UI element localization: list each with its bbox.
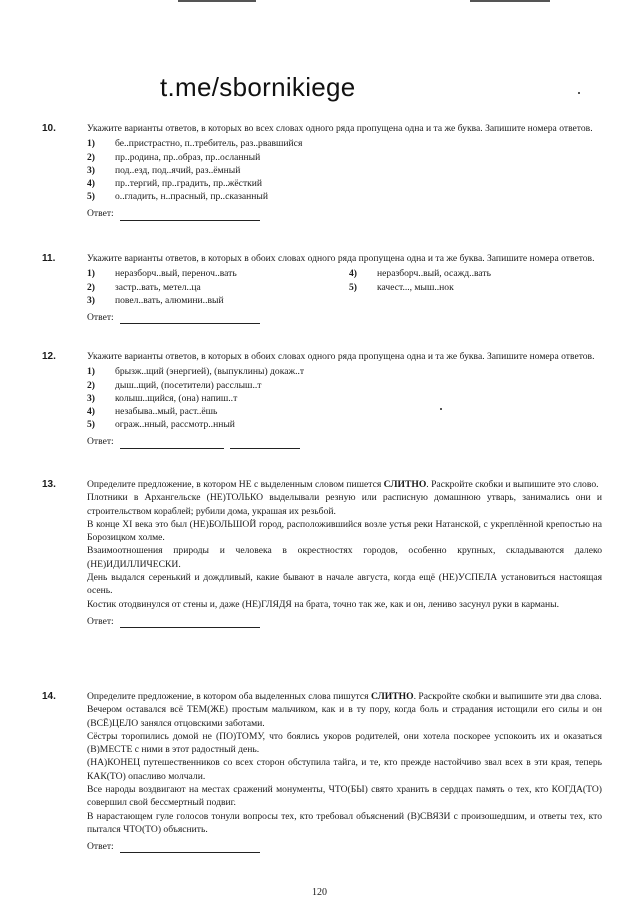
option: 5) о..гладить, н..прасный, пр..сказанный — [87, 191, 269, 203]
sentence: Сёстры торопились домой не (ПО)ТОМУ, что боялись укоров родителей, они хотела поскорее успокоить их и оказаться (В)МЕСТЕ с ними в этот радостный день. — [87, 730, 602, 756]
option: 3) колыш..щийся, (она) напиш..т — [87, 392, 238, 404]
answer-field[interactable] — [120, 438, 224, 449]
answer-label: Ответ: — [87, 615, 114, 627]
answer-row — [87, 615, 602, 628]
sentence: В нарастающем гуле голосов тонули вопросы тех, кто требовал объяснений (В)СВЯЗИ с произошедшим, и ответы тех, кто пытался ЧТО(ТО) объяснить. — [87, 810, 602, 835]
sentence: Костик отодвинулся от стены и, даже (НЕ)ГЛЯДЯ на брата, точно так же, как и он, лениво засунул руки в карманы. — [87, 598, 559, 610]
option: 4) неразборч..вый, осажд..вать — [349, 268, 491, 280]
answer-field[interactable] — [120, 210, 260, 221]
sentence: День выдался серенький и дождливый, какие бывают в начале августа, когда ещё (НЕ)УСПЕЛА установиться настоящая осень. — [87, 572, 602, 597]
task-number: 14. — [42, 691, 56, 702]
answer-field[interactable] — [120, 313, 260, 324]
option: 5) ограж..нный, рассмотр..нный — [87, 419, 235, 431]
option: 5) качест..., мыш..нок — [349, 281, 454, 293]
answer-label: Ответ: — [87, 311, 114, 323]
task-number: 12. — [42, 351, 56, 362]
option: 1) неразборч..вый, переноч..вать — [87, 268, 237, 280]
task-question: Определите предложение, в котором НЕ с выделенным словом пишется СЛИТНО. Раскройте скобки и выпишите это слово. — [87, 479, 599, 490]
task-number: 11. — [42, 253, 56, 264]
scan-speck — [578, 92, 580, 94]
task-number: 10. — [42, 123, 56, 134]
task-question: Укажите варианты ответов, в которых в обоих словах одного ряда пропущена одна и та же буква. Запишите номера ответов. — [87, 351, 595, 362]
answer-row — [87, 311, 602, 324]
options-grid — [87, 267, 602, 307]
answer-label: Ответ: — [87, 840, 114, 852]
task-question: Укажите варианты ответов, в которых во всех словах одного ряда пропущена одна и та же буква. Запишите номера ответов. — [87, 123, 593, 134]
answer-row — [87, 208, 602, 221]
task-question: Определите предложение, в котором оба выделенных слова пишутся СЛИТНО. Раскройте скобки и выпишите эти два слова. — [87, 691, 602, 702]
answer-label: Ответ: — [87, 436, 114, 448]
sentence: Плотники в Архангельске (НЕ)ТОЛЬКО выделывали резную или расписную домашнюю утварь, занимались они и строительством кораблей; рубили дома, украшая их резьбой. — [87, 492, 602, 517]
option: 4) незабыва..мый, раст..ёшь — [87, 406, 218, 418]
sentence: В конце XI века это был (НЕ)БОЛЬШОЙ город, расположившийся возле устья реки Натанской, с укреплённой крепостью на Борозицком холме. — [87, 518, 602, 544]
sentence: Все народы воздвигают на местах сражений монументы, ЧТО(БЫ) свято хранить в сердцах память о тех, кто КОГДА(ТО) совершил свой бессмертный подвиг. — [87, 784, 602, 809]
option: 3) под..езд, под..ячий, раз..ёмный — [87, 164, 241, 176]
answer-field[interactable] — [120, 617, 260, 628]
answer-label: Ответ: — [87, 208, 114, 220]
option: 2) дыш..щий, (посетители) расслыш..т — [87, 379, 262, 391]
answer-field[interactable] — [120, 842, 260, 853]
answer-row — [87, 436, 602, 449]
options-list — [87, 137, 602, 203]
option: 3) повел..вать, алюмини..вый — [87, 294, 224, 306]
option: 2) пр..родина, пр..образ, пр..осланный — [87, 151, 261, 163]
task-question: Укажите варианты ответов, в которых в обоих словах одного ряда пропущена одна и та же буква. Запишите номера ответов. — [87, 253, 595, 264]
scan-edge-line-right — [470, 0, 550, 2]
scan-edge-line-left — [178, 0, 256, 2]
option: 1) брызж..щий (энергией), (выпуклины) докаж..т — [87, 366, 305, 378]
options-list — [87, 365, 602, 431]
sentence: Вечером оставался всё ТЕМ(ЖЕ) простым мальчиком, как и в ту пору, когда боль и страдания истощили его силы и он (ВСЁ)ЦЕЛО занялся отцовскими заботами. — [87, 704, 602, 729]
watermark: t.me/sbornikiege — [160, 72, 356, 102]
option: 1) бе..пристрастно, п..требитель, раз..рвавшийся — [87, 138, 303, 150]
answer-row — [87, 840, 602, 853]
answer-field[interactable] — [230, 438, 300, 449]
option: 4) пр..тергий, пр..градить, пр..жёсткий — [87, 178, 263, 190]
sentence: Взаимоотношения природы и человека в окрестностях городов, особенно крупных, складываются далеко (НЕ)ИДИЛЛИЧЕСКИ. — [87, 545, 602, 570]
task-number: 13. — [42, 479, 56, 490]
option: 2) застр..вать, метел..ца — [87, 281, 201, 293]
page-number: 120 — [312, 887, 327, 898]
sentence: (НА)КОНЕЦ путешественников со всех сторон обступила тайга, и те, кто прежде настойчиво звал всех в эти края, теперь КАК(ТО) опасливо молчали. — [87, 757, 602, 782]
